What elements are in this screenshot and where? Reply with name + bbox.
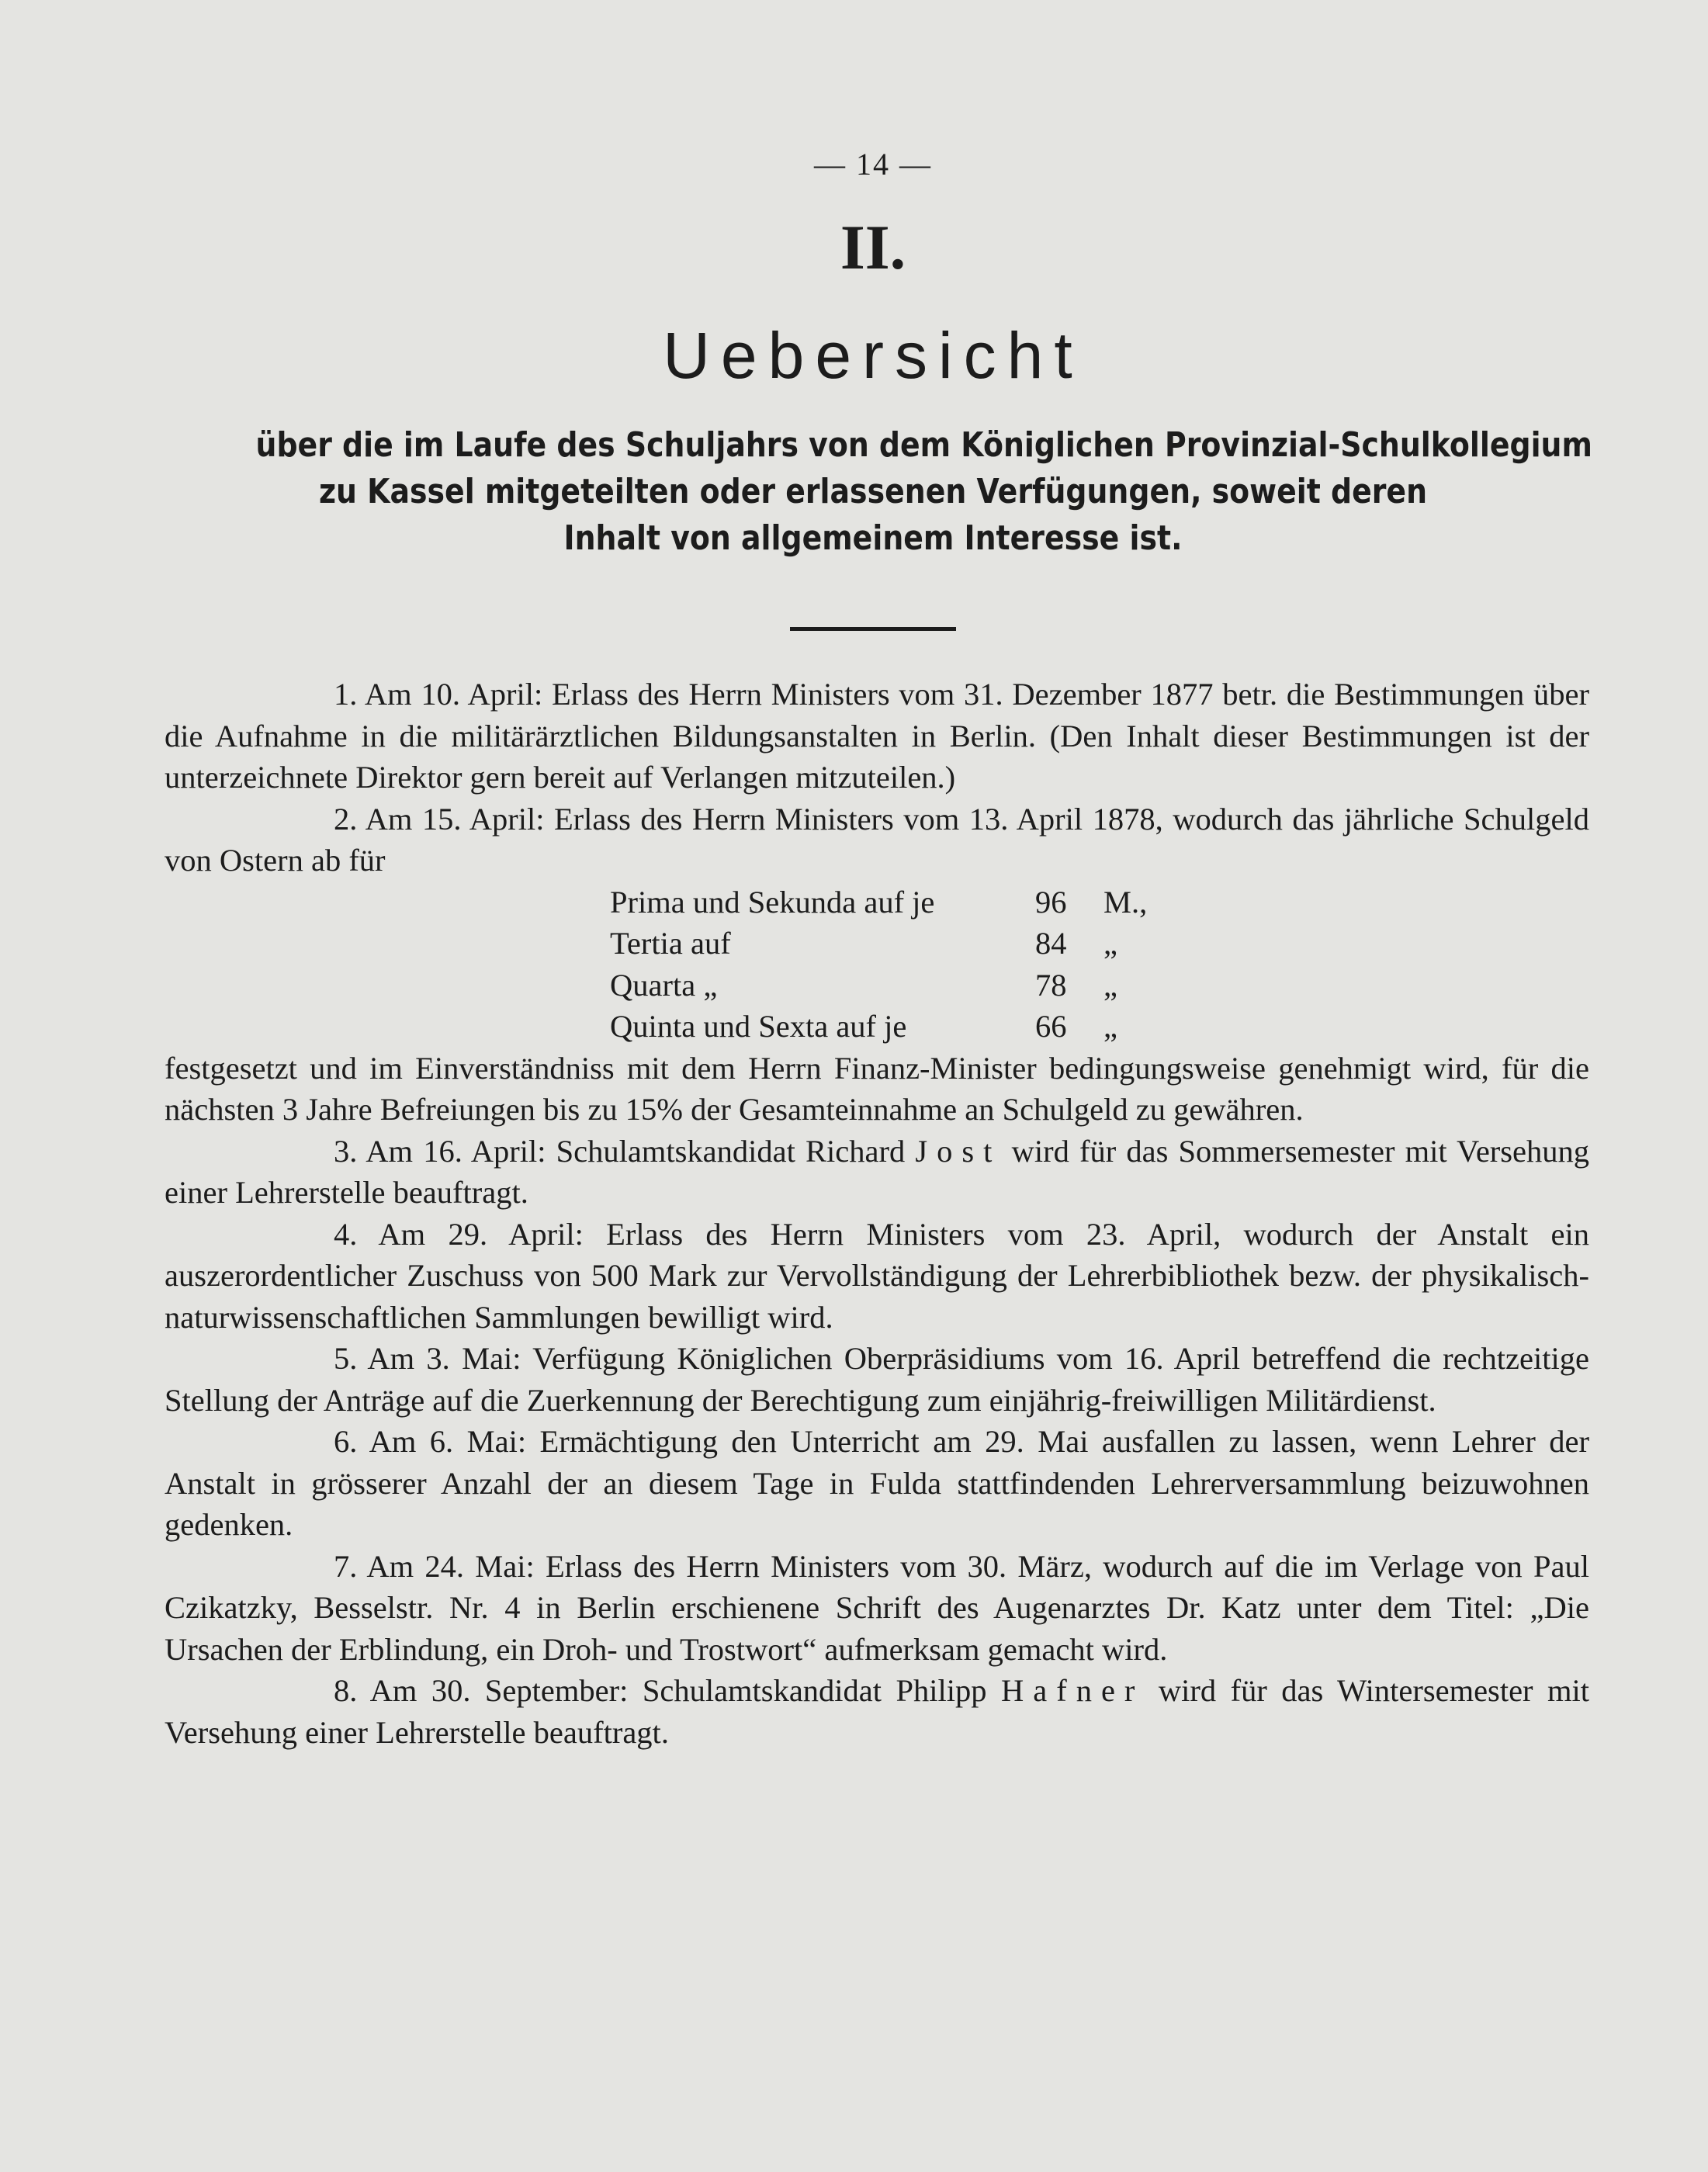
subtitle-line: über die im Laufe des Schuljahrs von dem Königlichen Provinzial-Schulkollegium: [255, 425, 1592, 465]
school-fee-table: [610, 882, 1147, 1048]
fee-row: [610, 965, 1147, 1006]
spaced-name: Hafner: [1001, 1673, 1145, 1708]
section-number: II.: [840, 212, 906, 282]
decree-text: 8. Am 30. September: Schulamtskandidat Philipp: [334, 1673, 987, 1708]
decree-text: 3. Am 16. April: Schulamtskandidat Richard: [334, 1133, 906, 1169]
fee-row: [610, 923, 1147, 965]
subtitle-line: Inhalt von allgemeinem Interesse ist.: [563, 518, 1183, 558]
divider-rule: [790, 627, 956, 631]
fee-class: Tertia auf: [610, 926, 731, 961]
subtitle-line: zu Kassel mitgeteilten oder erlassenen Verfügungen, soweit deren: [318, 472, 1428, 511]
fee-class: Quarta „: [610, 967, 718, 1003]
fee-unit: „: [1103, 926, 1117, 961]
decree-item-2-intro: 2. Am 15. April: Erlass des Herrn Ministers vom 13. April 1878, wodurch das jährliche Schulgeld von Ostern ab für: [165, 801, 1589, 878]
decree-text: wird für das Sommersemester mit Versehung einer Lehrerstelle beauftragt.: [165, 1133, 1590, 1210]
fee-unit: „: [1103, 1009, 1117, 1044]
decree-text: wird für das Wintersemester mit Versehung einer Lehrerstelle beauftragt.: [165, 1673, 1590, 1750]
decree-item-2-outro: festgesetzt und im Einverständniss mit dem Herrn Finanz-Minister bedingungsweise genehmigt wird, für die nächsten 3 Jahre Befreiungen bis zu 15% der Gesamteinnahme an Schulgeld zu gewähren.: [165, 1050, 1589, 1127]
spaced-name: Jost: [915, 1133, 1002, 1169]
page-title: Uebersicht: [663, 319, 1083, 392]
decree-item-8: [165, 1670, 1589, 1753]
fee-amount: 84: [1035, 926, 1067, 961]
fee-amount: 66: [1035, 1009, 1067, 1044]
page-number: — 14 —: [814, 147, 932, 182]
decree-item-1: 1. Am 10. April: Erlass des Herrn Ministers vom 31. Dezember 1877 betr. die Bestimmungen über die Aufnahme in die militärärztlichen Bildungsanstalten in Berlin. (Den Inhalt dieser Bestimmungen ist der unterzeichnete Direktor gern bereit auf Verlangen mitzuteilen.): [165, 677, 1589, 795]
fee-amount: 78: [1035, 967, 1067, 1003]
fee-amount: 96: [1035, 884, 1067, 920]
decree-list: [165, 674, 1589, 1753]
fee-unit: „: [1103, 967, 1117, 1003]
fee-row: [610, 882, 1147, 923]
decree-item-6: 6. Am 6. Mai: Ermächtigung den Unterricht am 29. Mai ausfallen zu lassen, wenn Lehrer der Anstalt in grösserer Anzahl der an diesem Tage in Fulda stattfindenden Lehrerversammlung beizuwohnen gedenken.: [165, 1424, 1589, 1542]
fee-class: Quinta und Sexta auf je: [610, 1009, 907, 1044]
fee-class: Prima und Sekunda auf je: [610, 884, 935, 920]
fee-unit: M.,: [1103, 884, 1148, 920]
fee-row: [610, 1006, 1147, 1048]
decree-item-4: 4. Am 29. April: Erlass des Herrn Ministers vom 23. April, wodurch der Anstalt ein auszerordentlicher Zuschuss von 500 Mark zur Vervollständigung der Lehrerbibliothek bezw. der physikalisch-naturwissenschaftlichen Sammlungen bewilligt wird.: [165, 1216, 1589, 1335]
decree-item-7: 7. Am 24. Mai: Erlass des Herrn Ministers vom 30. März, wodurch auf die im Verlage von Paul Czikatzky, Besselstr. Nr. 4 in Berlin erschienene Schrift des Augenarztes Dr. Katz unter dem Titel: „Die Ursachen der Erblindung, ein Droh- und Trostwort“ aufmerksam gemacht wird.: [165, 1548, 1589, 1667]
decree-item-3: [165, 1131, 1589, 1214]
subtitle: [255, 422, 1592, 562]
decree-item-5: 5. Am 3. Mai: Verfügung Königlichen Oberpräsidiums vom 16. April betreffend die rechtzeitige Stellung der Anträge auf die Zuerkennung der Berechtigung zum einjährig-freiwilligen Militärdienst.: [165, 1341, 1589, 1418]
